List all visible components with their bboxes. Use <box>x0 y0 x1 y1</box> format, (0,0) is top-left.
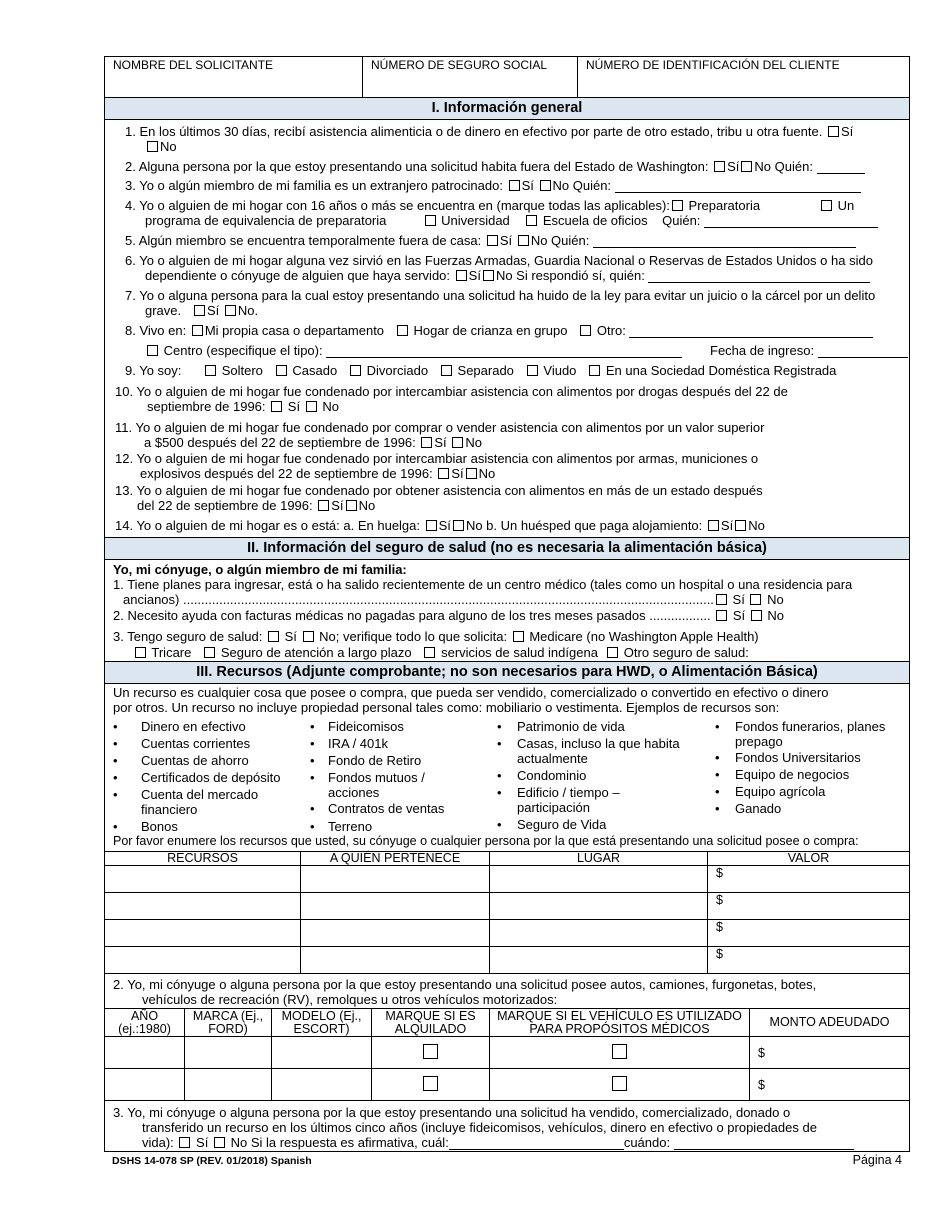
ssn-field[interactable] <box>362 57 577 97</box>
question-1-12-cont <box>140 466 495 481</box>
option-label: Viudo <box>543 363 577 378</box>
amount-owed-cell[interactable] <box>750 1069 910 1101</box>
section-3-question-2 <box>105 974 909 1008</box>
resource-cell[interactable] <box>105 947 301 974</box>
question-1-4 <box>125 198 760 213</box>
leased-checkbox[interactable] <box>423 1044 438 1059</box>
client-id-label: NÚMERO DE IDENTIFICACIÓN DEL CLIENTE <box>586 58 840 72</box>
resource-example-text: Casas, incluso la que habita actualmente <box>517 736 680 766</box>
bullet-icon: • <box>310 736 315 751</box>
option-label: No <box>767 608 785 623</box>
s3-q3-no-checkbox[interactable] <box>214 1137 225 1148</box>
column-header: MARQUE SI ES ALQUILADO <box>372 1009 490 1037</box>
question-1-6 <box>125 253 873 268</box>
column-header: AÑO (ej.:1980) <box>105 1009 185 1037</box>
option-label: cuándo: <box>623 1135 671 1150</box>
application-form <box>104 56 910 1152</box>
q7-si-checkbox[interactable] <box>194 305 205 316</box>
question-1-10-cont <box>147 399 339 414</box>
resource-cell[interactable] <box>105 866 301 893</box>
question-1-4-cont <box>145 213 878 228</box>
question-text: 13. Yo o alguien de mi hogar fue condenado por obtener asistencia con alimentos en más de un estado después <box>115 483 763 498</box>
question-1-7-cont <box>145 303 258 318</box>
option-label: Preparatoria <box>688 198 761 213</box>
value-cell[interactable] <box>708 893 910 920</box>
q6-who-field[interactable] <box>648 270 870 283</box>
question-1-11-cont <box>144 435 482 450</box>
currency-symbol: $ <box>758 1045 765 1060</box>
column-header: VALOR <box>708 852 910 866</box>
option-label: Sí <box>720 518 734 533</box>
resource-example-text: Fondos mutuos / acciones <box>328 770 425 800</box>
column-header: MARQUE SI EL VEHÍCULO ES UTILIZADO PARA PROPÓSITOS MÉDICOS <box>490 1009 750 1037</box>
question-2-1-cont <box>123 592 784 607</box>
question-text: 1. En los últimos 30 días, recibí asistencia alimenticia o de dinero en efectivo por parte de otro estado, tribu u otra fuente. <box>125 124 823 139</box>
bullet-icon: • <box>715 784 720 799</box>
bullet-icon: • <box>310 819 315 834</box>
question-1-13-cont <box>137 498 375 513</box>
option-label: servicios de salud indígena <box>441 645 598 660</box>
option-label: No. <box>237 303 259 318</box>
location-cell[interactable] <box>490 866 708 893</box>
resource-example-text: Fondos funerarios, planes prepago <box>735 719 886 749</box>
option-label: Sí <box>196 1135 209 1150</box>
option-label: No <box>465 435 482 450</box>
q14-huelga-si-checkbox[interactable] <box>426 520 437 531</box>
resource-example-text: Equipo agrícola <box>735 784 826 799</box>
q9-divorciado-checkbox[interactable] <box>350 365 361 376</box>
option-label: No <box>358 498 376 513</box>
resource-example-text: Bonos <box>141 819 178 834</box>
owner-cell[interactable] <box>301 947 490 974</box>
resource-example-text: Edificio / tiempo – participación <box>517 785 620 815</box>
currency-symbol: $ <box>758 1077 765 1092</box>
table-row <box>105 947 910 974</box>
question-1-11 <box>115 420 764 435</box>
question-1-1 <box>125 124 853 139</box>
option-label: Sí <box>732 608 746 623</box>
option-label: No; verifique todo lo que solicita: <box>319 629 508 644</box>
resource-example-text: Certificados de depósito <box>141 770 281 785</box>
question-text: vida): <box>142 1135 174 1150</box>
option-label: No <box>767 592 784 607</box>
column-header: RECURSOS <box>105 852 301 866</box>
question-text: 12. Yo o alguien de mi hogar fue condenado por intercambiar asistencia con alimentos por armas, municiones o <box>115 451 759 466</box>
question-text: vehículos de recreación (RV), remolques u otros vehículos motorizados: <box>142 992 558 1007</box>
option-label: No <box>322 399 339 414</box>
q9-viudo-checkbox[interactable] <box>527 365 538 376</box>
resource-cell[interactable] <box>105 893 301 920</box>
currency-symbol: $ <box>716 947 723 961</box>
question-1-6-cont <box>145 268 870 283</box>
location-cell[interactable] <box>490 893 708 920</box>
bullet-icon: • <box>113 719 118 734</box>
section-3-intro-area <box>105 684 909 851</box>
section-2-title: II. Información del seguro de salud (no es necesaria la alimentación básica) <box>105 537 909 560</box>
q13-si-checkbox[interactable] <box>318 500 329 511</box>
question-text: grave. <box>145 303 182 318</box>
option-label: No <box>748 518 765 533</box>
section-2-intro: Yo, mi cónyuge, o algún miembro de mi familia: <box>113 562 407 577</box>
section-3-intro-2: por otros. Un recurso no incluye propiedad personal tales como: mobiliario o vestimenta. Ejemplos de recursos son: <box>113 700 780 715</box>
q8-center-field[interactable] <box>326 345 682 358</box>
q2-no-checkbox[interactable] <box>741 161 752 172</box>
question-text: 3. Tengo seguro de salud: <box>113 629 263 644</box>
option-label: Soltero <box>221 363 263 378</box>
resource-example-text: Cuenta del mercado financiero <box>141 787 259 817</box>
leased-checkbox[interactable] <box>423 1076 438 1091</box>
question-text: ancianos) ................................................................................................................................................... <box>123 592 714 607</box>
make-cell[interactable] <box>185 1069 272 1101</box>
s2-q3-no-checkbox[interactable] <box>303 631 314 642</box>
bullet-icon: • <box>715 801 720 816</box>
resource-example-text: Terreno <box>328 819 373 834</box>
question-text: 3. Yo, mi cónyuge o alguna persona por la que estoy presentando una solicitud ha vendido, comercializado, donado o <box>113 1105 791 1120</box>
currency-symbol: $ <box>716 893 723 907</box>
column-header: MARCA (Ej., FORD) <box>185 1009 272 1037</box>
option-label: No <box>160 139 177 154</box>
question-1-1-cont <box>145 139 177 154</box>
question-text: septiembre de 1996: <box>147 399 266 414</box>
resource-example-text: Dinero en efectivo <box>141 719 246 734</box>
column-header: A QUIÉN PERTENECE <box>301 852 490 866</box>
bullet-icon: • <box>497 768 502 783</box>
option-label: Sí <box>840 124 854 139</box>
question-text: 2. Alguna persona por la que estoy presentando una solicitud habita fuera del Estado de Washington: <box>125 159 709 174</box>
s2-q1-si-checkbox[interactable] <box>716 594 727 605</box>
option-label: No Si respondió sí, quién: <box>495 268 645 283</box>
s2-q1-no-checkbox[interactable] <box>750 594 761 605</box>
question-text: 14. Yo o alguien de mi hogar es o está: a. En huelga: <box>115 518 421 533</box>
question-text: 7. Yo o alguna persona para la cual estoy presentando una solicitud ha huido de la ley para evitar un juicio o la cárcel por un delito <box>125 288 876 303</box>
q4-un-checkbox[interactable] <box>821 200 832 211</box>
q12-si-checkbox[interactable] <box>438 468 449 479</box>
q11-no-checkbox[interactable] <box>452 437 463 448</box>
option-label: Sí <box>434 435 447 450</box>
bullet-icon: • <box>715 767 720 782</box>
resource-list-prompt: Por favor enumere los recursos que usted, su cónyuge o cualquier persona por la que está presentando una solicitud posee o compra: <box>113 834 859 848</box>
resource-example-text: IRA / 401k <box>328 736 388 751</box>
medicare-checkbox[interactable] <box>513 631 524 642</box>
resource-example-text: Cuentas de ahorro <box>141 753 249 768</box>
applicant-name-label: NOMBRE DEL SOLICITANTE <box>113 58 274 72</box>
long-term-care-checkbox[interactable] <box>204 647 215 658</box>
question-text: 9. Yo soy: <box>125 363 182 378</box>
q5-si-checkbox[interactable] <box>487 235 498 246</box>
question-1-10 <box>115 384 788 399</box>
question-1-8-date <box>710 343 908 358</box>
resource-example-text: Cuentas corrientes <box>141 736 251 751</box>
q9-separado-checkbox[interactable] <box>441 365 452 376</box>
question-text: 1. Tiene planes para ingresar, está o ha salido recientemente de un centro médico (tales como un hospital o una residencia para <box>113 577 853 592</box>
option-label: No <box>478 466 496 481</box>
bullet-icon: • <box>497 785 502 800</box>
bullet-icon: • <box>113 787 118 802</box>
q9-soltero-checkbox[interactable] <box>205 365 216 376</box>
option-label: Sí <box>727 159 740 174</box>
question-1-8-cont <box>145 343 682 358</box>
location-cell[interactable] <box>490 947 708 974</box>
q7-no-checkbox[interactable] <box>225 305 236 316</box>
q10-no-checkbox[interactable] <box>306 401 317 412</box>
option-label: Sí <box>521 178 534 193</box>
section-3-question-3 <box>105 1101 909 1151</box>
question-1-8 <box>125 323 873 338</box>
applicant-name-field[interactable] <box>105 57 362 97</box>
question-1-14 <box>115 518 765 533</box>
which-field[interactable] <box>449 1137 624 1150</box>
option-label: Centro (especifique el tipo): <box>163 343 323 358</box>
question-2-3-cont <box>133 645 749 660</box>
q1-no-checkbox[interactable] <box>147 141 158 152</box>
amount-owed-cell[interactable] <box>750 1037 910 1069</box>
question-3-3-cont <box>142 1135 854 1150</box>
q10-si-checkbox[interactable] <box>271 401 282 412</box>
resource-example-text: Seguro de Vida <box>517 817 607 832</box>
resource-example-text: Patrimonio de vida <box>517 719 625 734</box>
currency-symbol: $ <box>716 866 723 880</box>
model-cell[interactable] <box>272 1037 372 1069</box>
s2-q2-si-checkbox[interactable] <box>716 610 727 621</box>
q1-si-checkbox[interactable] <box>828 126 839 137</box>
table-row <box>105 1037 910 1069</box>
table-row <box>105 1069 910 1101</box>
bullet-icon: • <box>497 736 502 751</box>
q8-date-field[interactable] <box>818 345 908 358</box>
section-3-title: III. Recursos (Adjunte comprobante; no son necesarios para HWD, o Alimentación Básica) <box>105 661 909 684</box>
q5-no-checkbox[interactable] <box>518 235 529 246</box>
q2-who-field[interactable] <box>817 161 865 174</box>
q6-no-checkbox[interactable] <box>483 270 494 281</box>
vehicles-table <box>104 1008 910 1101</box>
section-1-body <box>105 120 909 537</box>
column-header: MODELO (Ej., ESCORT) <box>272 1009 372 1037</box>
q13-no-checkbox[interactable] <box>346 500 357 511</box>
owner-cell[interactable] <box>301 866 490 893</box>
question-1-2 <box>125 159 865 174</box>
q8-crianza-checkbox[interactable] <box>397 325 408 336</box>
question-1-3 <box>125 178 861 193</box>
option-label: No Quién: <box>530 233 590 248</box>
question-1-12 <box>115 451 758 466</box>
bullet-icon: • <box>113 819 118 834</box>
q8-casa-checkbox[interactable] <box>192 325 203 336</box>
value-cell[interactable] <box>708 920 910 947</box>
currency-symbol: $ <box>716 920 723 934</box>
question-2-2 <box>113 608 784 623</box>
question-text: 2. Yo, mi cónyuge o alguna persona por la que estoy presentando una solicitud posee autos, camiones, furgonetas, botes, <box>113 977 817 992</box>
bullet-icon: • <box>113 736 118 751</box>
year-cell[interactable] <box>105 1037 185 1069</box>
question-1-13 <box>115 483 763 498</box>
q14-huelga-no-checkbox[interactable] <box>453 520 464 531</box>
question-1-4-un <box>819 198 854 213</box>
option-label: Sí <box>284 629 297 644</box>
option-label: Mi propia casa o departamento <box>204 323 385 338</box>
tricare-checkbox[interactable] <box>135 647 146 658</box>
page-number: Página 4 <box>852 1153 902 1167</box>
bullet-icon: • <box>310 801 315 816</box>
s2-q2-no-checkbox[interactable] <box>751 610 762 621</box>
option-label: Sí <box>331 498 344 513</box>
q8-other-field[interactable] <box>629 325 873 338</box>
owner-cell[interactable] <box>301 920 490 947</box>
option-label: Sí <box>499 233 513 248</box>
option-label: Otro seguro de salud: <box>623 645 749 660</box>
value-cell[interactable] <box>708 866 910 893</box>
question-1-9 <box>125 363 836 378</box>
indian-health-checkbox[interactable] <box>424 647 435 658</box>
option-label: Quién: <box>662 213 701 228</box>
question-text: 5. Algún miembro se encuentra temporalmente fuera de casa: <box>125 233 482 248</box>
q3-si-checkbox[interactable] <box>509 180 520 191</box>
q8-otro-checkbox[interactable] <box>580 325 591 336</box>
question-text: 6. Yo o alguien de mi hogar alguna vez sirvió en las Fuerzas Armadas, Guardia Nacional o Reservas de Estados Unidos o ha sido <box>125 253 873 268</box>
question-text: programa de equivalencia de preparatoria <box>145 213 387 228</box>
option-label: Sí <box>468 268 481 283</box>
location-cell[interactable] <box>490 920 708 947</box>
option-label: Universidad <box>441 213 510 228</box>
applicant-header-row <box>105 57 909 98</box>
resource-example-text: Ganado <box>735 801 782 816</box>
resource-example-text: Fondo de Retiro <box>328 753 422 768</box>
section-3-intro-1: Un recurso es cualquier cosa que posee o compra, que pueda ser vendido, comercializado o convertido en efectivo o dinero <box>113 685 829 700</box>
resource-example-text: Fondos Universitarios <box>735 750 861 765</box>
option-label: Sí <box>438 518 451 533</box>
question-1-7 <box>125 288 875 303</box>
option-label: Casado <box>292 363 338 378</box>
question-text: 11. Yo o alguien de mi hogar fue condenado por comprar o vender asistencia con alimentos por un valor superior <box>115 420 765 435</box>
option-label: Seguro de atención a largo plazo <box>220 645 412 660</box>
question-text: 8. Vivo en: <box>125 323 187 338</box>
ssn-label: NÚMERO DE SEGURO SOCIAL <box>371 58 548 72</box>
q14-huesped-si-checkbox[interactable] <box>708 520 719 531</box>
question-text: 10. Yo o alguien de mi hogar fue condenado por intercambiar asistencia con alimentos por drogas después del 22 de <box>115 384 788 399</box>
table-row <box>105 920 910 947</box>
model-cell[interactable] <box>272 1069 372 1101</box>
q6-si-checkbox[interactable] <box>456 270 467 281</box>
bullet-icon: • <box>715 750 720 765</box>
option-label: Medicare (no Washington Apple Health) <box>529 629 759 644</box>
section-2-body <box>105 560 909 661</box>
client-id-field[interactable] <box>577 57 909 97</box>
bullet-icon: • <box>497 817 502 832</box>
bullet-icon: • <box>310 753 315 768</box>
column-header: MONTO ADEUDADO <box>750 1009 910 1037</box>
option-label: Fecha de ingreso: <box>710 343 815 358</box>
option-label: En una Sociedad Doméstica Registrada <box>605 363 837 378</box>
question-text: a $500 después del 22 de septiembre de 1996: <box>144 435 416 450</box>
question-text: 3. Yo o algún miembro de mi familia es un extranjero patrocinado: <box>125 178 503 193</box>
question-text: dependiente o cónyuge de alguien que haya servido: <box>145 268 451 283</box>
medical-use-checkbox[interactable] <box>612 1076 627 1091</box>
resource-example-text: Equipo de negocios <box>735 767 850 782</box>
q12-no-checkbox[interactable] <box>466 468 477 479</box>
table-row <box>105 866 910 893</box>
q4-oficios-checkbox[interactable] <box>526 215 537 226</box>
option-label: No Quién: <box>754 159 813 174</box>
resource-example-text: Condominio <box>517 768 587 783</box>
bullet-icon: • <box>715 719 720 734</box>
option-label: Hogar de crianza en grupo <box>413 323 568 338</box>
bullet-icon: • <box>113 770 118 785</box>
q4-univ-checkbox[interactable] <box>425 215 436 226</box>
option-label: Sí <box>732 592 745 607</box>
value-cell[interactable] <box>708 947 910 974</box>
make-cell[interactable] <box>185 1037 272 1069</box>
option-label: Sí <box>451 466 464 481</box>
resources-table <box>104 851 910 974</box>
owner-cell[interactable] <box>301 893 490 920</box>
question-1-5 <box>125 233 856 248</box>
question-text: del 22 de septiembre de 1996: <box>137 498 313 513</box>
q9-sociedad-checkbox[interactable] <box>589 365 600 376</box>
q3-who-field[interactable] <box>615 180 861 193</box>
other-insurance-checkbox[interactable] <box>607 647 618 658</box>
section-1-title: I. Información general <box>105 98 909 120</box>
option-label: Separado <box>457 363 514 378</box>
table-row <box>105 893 910 920</box>
option-label: Escuela de oficios <box>542 213 648 228</box>
option-label: No Si la respuesta es afirmativa, cuál: <box>230 1135 449 1150</box>
question-text: 4. Yo o alguien de mi hogar con 16 años o más se encuentra en (marque todas las aplicables): <box>125 198 670 213</box>
bullet-icon: • <box>310 770 315 785</box>
option-label: Sí <box>287 399 301 414</box>
question-text: explosivos después del 22 de septiembre de 1996: <box>140 466 433 481</box>
option-label: No Quién: <box>552 178 612 193</box>
q4-prep-checkbox[interactable] <box>672 200 683 211</box>
option-label: Un <box>837 198 855 213</box>
s2-q3-si-checkbox[interactable] <box>268 631 279 642</box>
medical-use-checkbox[interactable] <box>612 1044 627 1059</box>
year-cell[interactable] <box>105 1069 185 1101</box>
option-label: No b. Un huésped que paga alojamiento: <box>465 518 703 533</box>
option-label: Divorciado <box>366 363 429 378</box>
s3-q3-si-checkbox[interactable] <box>179 1137 190 1148</box>
question-2-3 <box>113 629 759 644</box>
q11-si-checkbox[interactable] <box>421 437 432 448</box>
question-text: 2. Necesito ayuda con facturas médicas no pagadas para alguno de los tres meses pasados ................. <box>113 608 711 623</box>
bullet-icon: • <box>497 719 502 734</box>
form-id: DSHS 14-078 SP (REV. 01/2018) Spanish <box>112 1155 312 1167</box>
option-label: Otro: <box>596 323 626 338</box>
bullet-icon: • <box>310 719 315 734</box>
q2-si-checkbox[interactable] <box>714 161 725 172</box>
resource-cell[interactable] <box>105 920 301 947</box>
q4-who-field[interactable] <box>704 215 878 228</box>
q5-who-field[interactable] <box>593 235 856 248</box>
question-2-1 <box>113 577 852 592</box>
q8-centro-checkbox[interactable] <box>147 345 158 356</box>
option-label: Sí <box>206 303 220 318</box>
column-header: LUGAR <box>490 852 708 866</box>
option-label: Tricare <box>151 645 192 660</box>
question-text: transferido un recurso en los últimos cinco años (incluye fideicomisos, vehículos, dinero en efectivo o propiedades de <box>142 1120 817 1135</box>
q14-huesped-no-checkbox[interactable] <box>735 520 746 531</box>
q9-casado-checkbox[interactable] <box>276 365 287 376</box>
resource-example-text: Contratos de ventas <box>328 801 445 816</box>
resource-example-text: Fideicomisos <box>328 719 404 734</box>
when-field[interactable] <box>674 1137 854 1150</box>
bullet-icon: • <box>113 753 118 768</box>
q3-no-checkbox[interactable] <box>540 180 551 191</box>
